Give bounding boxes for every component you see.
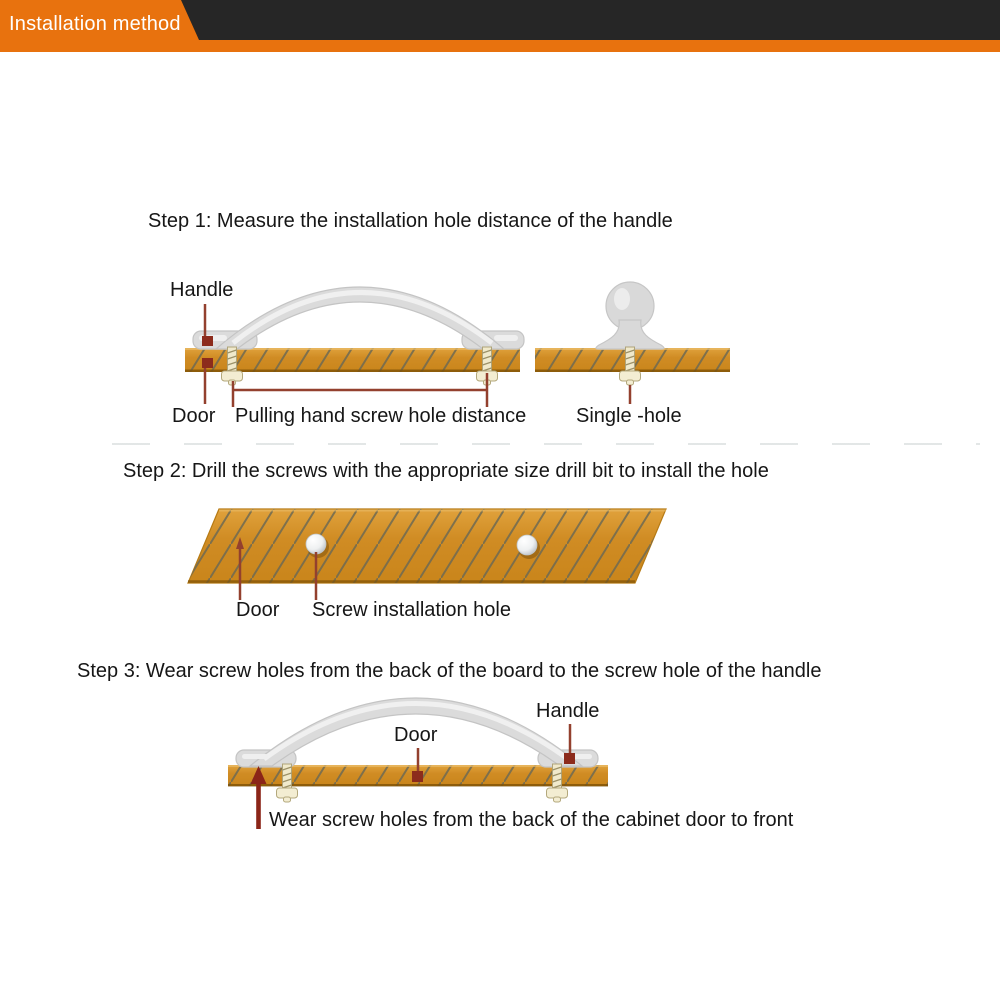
- handle-marker-square: [202, 336, 213, 346]
- door-marker-square: [412, 771, 423, 782]
- door-marker-square: [202, 358, 213, 368]
- step2-screw-hole-label: Screw installation hole: [312, 599, 511, 621]
- step3-door-label: Door: [394, 724, 438, 746]
- step1-knob-handle: [596, 282, 664, 349]
- step2-door-label: Door: [236, 599, 280, 621]
- up-arrow-shaft: [256, 782, 261, 829]
- step1-pull-handle: [193, 287, 524, 349]
- step1-heading: Step 1: Measure the installation hole distance of the handle: [148, 210, 673, 232]
- step3-heading: Step 3: Wear screw holes from the back of the board to the screw hole of the handle: [77, 660, 822, 682]
- step3-handle-label: Handle: [536, 700, 600, 722]
- step1-single-hole-label: Single -hole: [576, 405, 682, 427]
- step2-heading: Step 2: Drill the screws with the appropriate size drill bit to install the hole: [123, 460, 769, 482]
- step1-handle-label: Handle: [170, 279, 234, 301]
- banner-title: Installation method: [9, 13, 181, 35]
- step1-door-label: Door: [172, 405, 216, 427]
- step2-door-board: [188, 509, 666, 583]
- faint-divider: [112, 443, 980, 445]
- step1-hole-distance-label: Pulling hand screw hole distance: [235, 405, 527, 427]
- step1-diagram: [185, 282, 730, 407]
- step3-arrow-note: Wear screw holes from the back of the cabinet door to front: [269, 809, 794, 831]
- handle-marker-square: [564, 753, 575, 764]
- step2-diagram: [188, 509, 666, 600]
